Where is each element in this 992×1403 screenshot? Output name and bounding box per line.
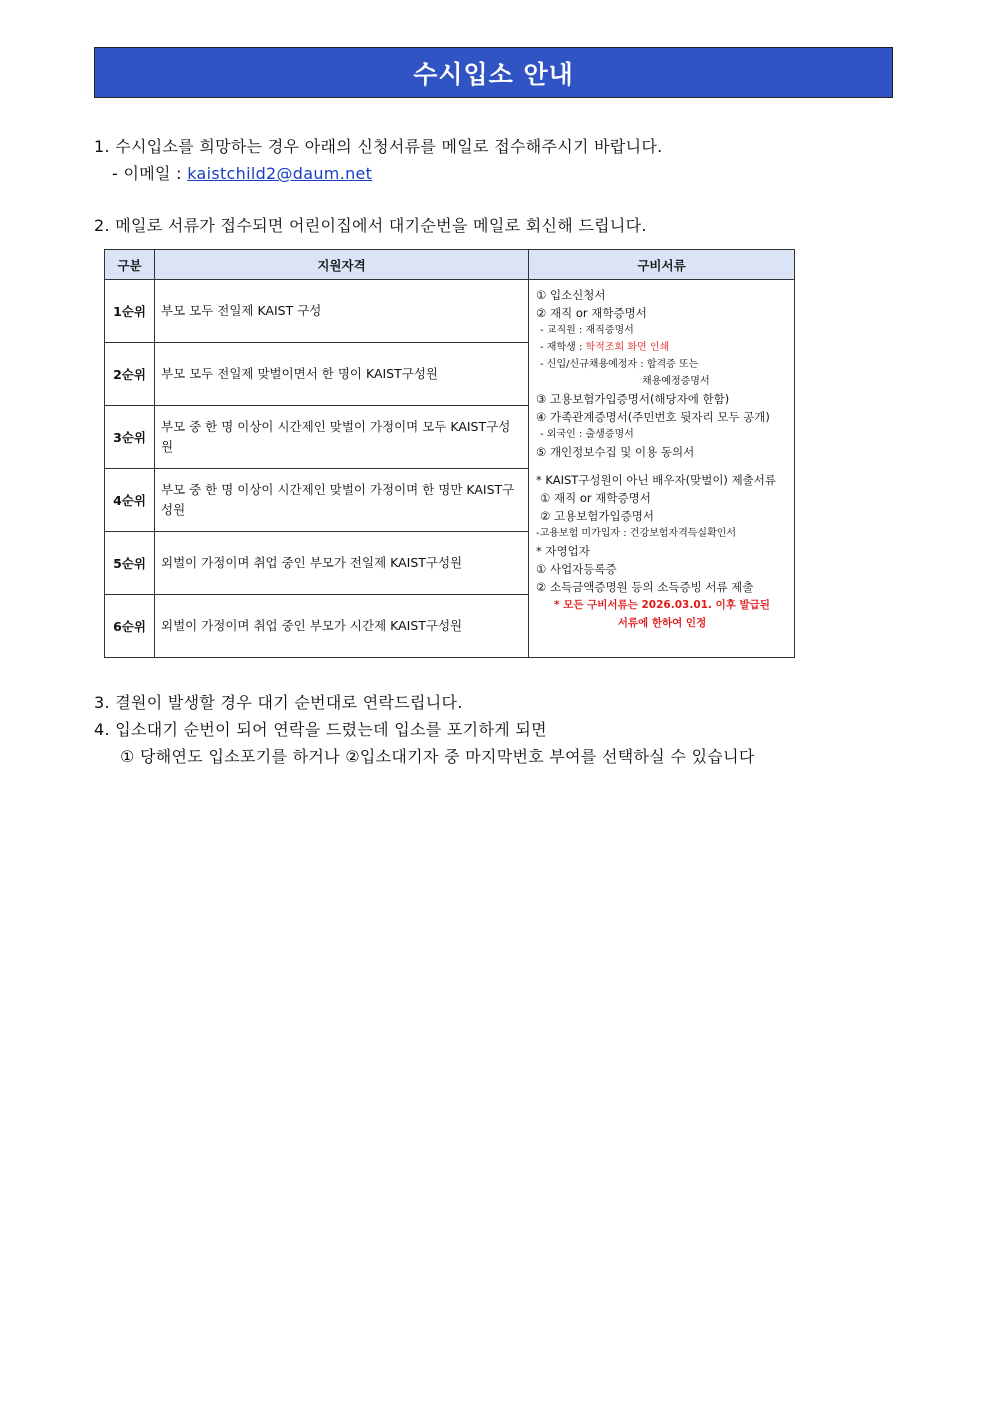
spouse-doc-2a: -고용보험 미가입자 : 건강보험자격득실확인서 (536, 528, 737, 539)
table-header-row (105, 250, 795, 280)
doc-1: ① 입소신청서 (536, 288, 606, 302)
spouse-doc-1: ① 재직 or 재학증명서 (540, 491, 651, 505)
item-3: 3. 결원이 발생할 경우 대기 순번대로 연락드립니다. (94, 693, 463, 712)
email-link[interactable]: kaistchild2@daum.net (187, 164, 373, 183)
header-documents: 구비서류 (529, 250, 795, 280)
doc-4a: - 외국인 : 출생증명서 (540, 429, 634, 440)
priority-table (104, 249, 795, 658)
header-qualification: 지원자격 (155, 250, 529, 280)
email-label: - 이메일 : (112, 164, 188, 183)
doc-3: ③ 고용보험가입증명서(해당자에 한함) (536, 392, 730, 406)
self-employed-title: * 자영업자 (536, 544, 590, 558)
self-employed-doc-1: ① 사업자등록증 (536, 562, 617, 576)
header-category: 구분 (105, 250, 155, 280)
item-4: 4. 입소대기 순번이 되어 연락을 드렸는데 입소를 포기하게 되면 (94, 720, 547, 739)
doc-2: ② 재직 or 재학증명서 (536, 306, 647, 320)
rank-cell: 4순위 (105, 469, 155, 532)
spouse-docs-title: * KAIST구성원이 아닌 배우자(맞벌이) 제출서류 (536, 473, 777, 487)
documents-cell (529, 280, 795, 658)
rank-cell: 5순위 (105, 532, 155, 595)
qualification-cell: 부모 모두 전일제 KAIST 구성 (155, 280, 529, 343)
doc-2c-cont: 채용예정증명서 (642, 376, 710, 387)
spouse-doc-2: ② 고용보험가입증명서 (540, 509, 654, 523)
qualification-cell: 외벌이 가정이며 취업 중인 부모가 전일제 KAIST구성원 (155, 532, 529, 595)
qualification-cell: 부모 중 한 명 이상이 시간제인 맞벌이 가정이며 모두 KAIST구성원 (155, 406, 529, 469)
doc-5: ⑤ 개인정보수집 및 이용 동의서 (536, 445, 695, 459)
doc-2c: - 신입/신규채용예정자 : 합격증 또는 (540, 359, 699, 370)
doc-2b (536, 339, 788, 356)
rank-cell: 3순위 (105, 406, 155, 469)
qualification-cell: 부모 중 한 명 이상이 시간제인 맞벌이 가정이며 한 명만 KAIST구성원 (155, 469, 529, 532)
item-1: 1. 수시입소를 희망하는 경우 아래의 신청서류를 메일로 접수해주시기 바랍니다. (94, 137, 663, 156)
rank-cell: 6순위 (105, 595, 155, 658)
qualification-cell: 외벌이 가정이며 취업 중인 부모가 시간제 KAIST구성원 (155, 595, 529, 658)
issue-date-note-2: 서류에 한하여 인정 (617, 617, 707, 629)
qualification-cell: 부모 모두 전일제 맞벌이면서 한 명이 KAIST구성원 (155, 343, 529, 406)
doc-2b-label: - 재학생 : (540, 342, 586, 353)
email-line (112, 161, 372, 184)
doc-4: ④ 가족관계증명서(주민번호 뒷자리 모두 공개) (536, 410, 770, 424)
issue-date-note-1: * 모든 구비서류는 2026.03.01. 이후 발급된 (554, 599, 770, 611)
item-2: 2. 메일로 서류가 접수되면 어린이집에서 대기순번을 메일로 회신해 드립니다. (94, 216, 647, 235)
self-employed-doc-2: ② 소득금액증명원 등의 소득증빙 서류 제출 (536, 580, 754, 594)
rank-cell: 2순위 (105, 343, 155, 406)
item-4-sub: ① 당해연도 입소포기를 하거나 ②입소대기자 중 마지막번호 부여를 선택하실 수 있습니다 (120, 747, 755, 766)
doc-2b-value: 학적조회 화면 인쇄 (585, 342, 670, 353)
title-banner (94, 47, 893, 98)
rank-cell: 1순위 (105, 280, 155, 343)
doc-2a: - 교직원 : 재직증명서 (540, 325, 634, 336)
table-row (105, 280, 795, 343)
page-title: 수시입소 안내 (413, 59, 574, 89)
